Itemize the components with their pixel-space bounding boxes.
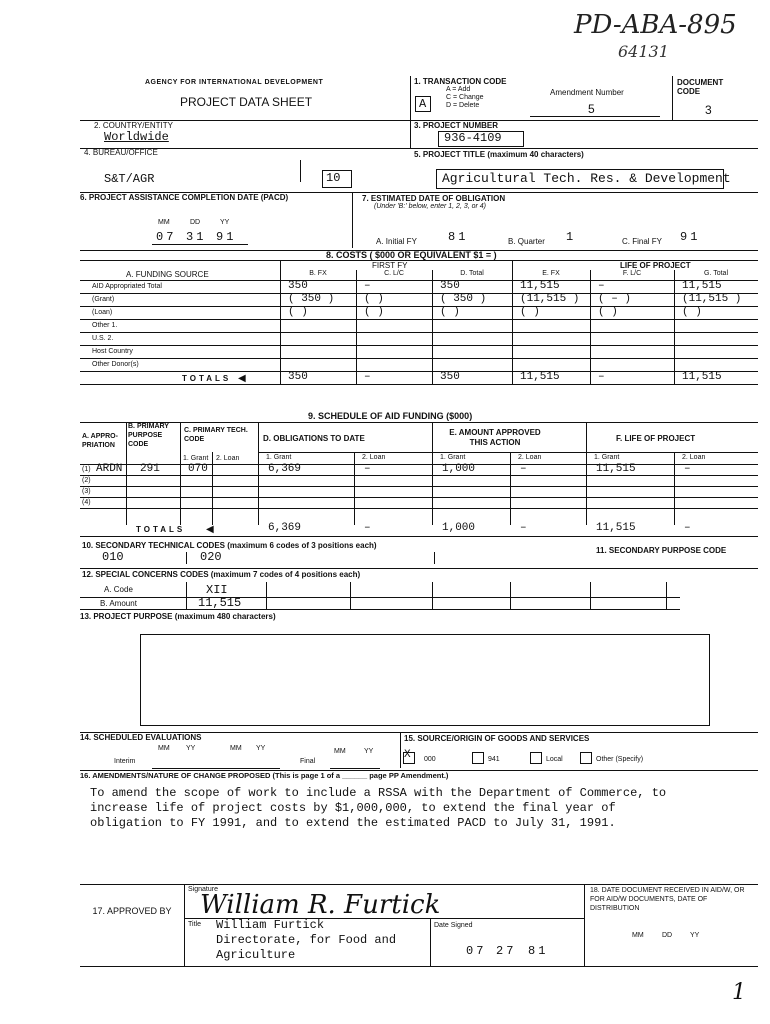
costs-cell: ( )	[682, 306, 702, 318]
costs-col-header-5: G. Total	[704, 270, 728, 277]
costs-col-header-3: E. FX	[542, 270, 560, 277]
schedule-title: 9. SCHEDULE OF AID FUNDING ($000)	[308, 411, 473, 421]
amendment-number-label: Amendment Number	[550, 88, 624, 97]
costs-total-cell: –	[598, 371, 605, 383]
costs-total-cell: –	[364, 371, 371, 383]
schedule-h-tech-grant: 1. Grant	[183, 455, 209, 462]
source-other-checkbox[interactable]	[580, 752, 592, 764]
obligation-label: 7. ESTIMATED DATE OF OBLIGATION	[362, 194, 506, 203]
transaction-code-label: 1. TRANSACTION CODE	[414, 77, 507, 86]
handwritten-doc-sub: 64131	[618, 42, 669, 61]
schedule-cell: 1,000	[442, 463, 476, 475]
final-fy-label: C. Final FY	[622, 237, 663, 246]
costs-col-header-0: B. FX	[309, 270, 327, 277]
form-title: PROJECT DATA SHEET	[180, 95, 313, 109]
special-concerns-label: 12. SPECIAL CONCERNS CODES (maximum 7 codes of 4 positions each)	[82, 570, 361, 579]
costs-totals-label: TOTALS	[182, 374, 232, 383]
project-title-label: 5. PROJECT TITLE (maximum 40 characters)	[414, 150, 584, 159]
pacd-dd: 31	[186, 230, 207, 244]
schedule-h-life: F. LIFE OF PROJECT	[616, 434, 696, 443]
schedule-row-label: (2)	[82, 477, 91, 484]
schedule-tech: 070	[188, 463, 208, 475]
costs-cell: 350	[440, 280, 460, 292]
schedule-totals-label: TOTALS	[136, 525, 186, 534]
received-dd-label: DD	[662, 932, 673, 939]
tc-option-add: A = Add	[446, 86, 471, 93]
arrow-icon: ◀	[206, 524, 214, 535]
costs-cell: (11,515 )	[682, 293, 742, 305]
source-local-label: Local	[546, 756, 563, 763]
source-941-checkbox[interactable]	[472, 752, 484, 764]
source-000-label: 000	[424, 756, 436, 763]
costs-cell: ( 350 )	[288, 293, 335, 305]
final-fy-value: 91	[680, 230, 701, 244]
costs-cell: (11,515 )	[520, 293, 580, 305]
secondary-purpose-label: 11. SECONDARY PURPOSE CODE	[596, 546, 727, 555]
document-code-label: DOCUMENT CODE	[677, 78, 724, 96]
date-signed-mm: 07	[466, 944, 487, 958]
schedule-total-cell: 6,369	[268, 522, 302, 534]
special-amount-value: 11,515	[198, 596, 242, 610]
costs-total-cell: 350	[440, 371, 460, 383]
costs-total-cell: 11,515	[520, 371, 560, 383]
costs-cell: 350	[288, 280, 308, 292]
schedule-sub-header: 1. Grant	[440, 454, 466, 461]
costs-first-fy: FIRST FY	[372, 261, 408, 270]
costs-source-header: A. FUNDING SOURCE	[126, 270, 209, 279]
source-941-label: 941	[488, 756, 500, 763]
eval-interim-mm-label: MM	[158, 745, 170, 752]
costs-cell: 11,515	[682, 280, 722, 292]
approver-name: William Furtick	[216, 918, 325, 932]
signature: William R. Furtick	[200, 890, 441, 920]
schedule-h-amount: E. AMOUNT APPROVED THIS ACTION	[449, 428, 541, 447]
schedule-sub-header: 1. Grant	[266, 454, 292, 461]
costs-cell: ( )	[364, 293, 384, 305]
document-code-value: 3	[705, 103, 712, 117]
costs-cell: ( )	[520, 306, 540, 318]
special-code-label: A. Code	[104, 585, 133, 594]
arrow-icon: ◀	[238, 373, 246, 384]
costs-row-label: Host Country	[92, 348, 133, 355]
pacd-mm: 07	[156, 230, 177, 244]
bureau-code: 10	[326, 171, 341, 185]
costs-row-label: U.S. 2.	[92, 335, 114, 342]
costs-cell: ( )	[364, 306, 384, 318]
schedule-purpose: 291	[140, 463, 160, 475]
schedule-cell: 6,369	[268, 463, 302, 475]
costs-row-label: Other Donor(s)	[92, 361, 139, 368]
source-origin-label: 15. SOURCE/ORIGIN OF GOODS AND SERVICES	[404, 734, 590, 743]
project-purpose-box	[140, 634, 710, 726]
pacd-mm-label: MM	[158, 219, 170, 226]
costs-row-label: Other 1.	[92, 322, 118, 329]
pacd-yy-label: YY	[220, 219, 230, 226]
schedule-sub-header: 2. Loan	[362, 454, 386, 461]
corner-mark: 1	[732, 980, 746, 1005]
amendments-line-3: obligation to FY 1991, and to extend the estimated PACD to July 31, 1991.	[90, 816, 616, 830]
obligation-sub: (Under 'B:' below, enter 1, 2, 3, or 4)	[374, 203, 487, 210]
tc-option-delete: D = Delete	[446, 102, 480, 109]
eval-final-mm-label: MM	[334, 748, 346, 755]
schedule-cell: –	[684, 463, 691, 475]
costs-title: 8. COSTS ( $000 OR EQUIVALENT $1 = )	[326, 250, 497, 260]
secondary-tech-label: 10. SECONDARY TECHNICAL CODES (maximum 6 codes of 3 positions each)	[82, 541, 377, 550]
country-value: Worldwide	[104, 130, 169, 144]
amendments-line-2: increase life of project costs by $1,000,000, to extend the final year of	[90, 801, 616, 815]
pacd-label: 6. PROJECT ASSISTANCE COMPLETION DATE (PACD)	[80, 193, 289, 202]
costs-col-header-1: C. L/C	[384, 270, 404, 277]
eval-final-label: Final	[300, 758, 316, 765]
costs-cell: –	[364, 280, 371, 292]
secondary-tech-2: 020	[200, 550, 222, 564]
handwritten-doc-id: PD-ABA-895	[574, 10, 737, 40]
costs-total-cell: 11,515	[682, 371, 722, 383]
costs-cell: ( )	[598, 306, 618, 318]
costs-row-label: (Grant)	[92, 296, 115, 303]
eval-interim2-mm-label: MM	[230, 745, 242, 752]
eval-interim-yy-label: YY	[186, 745, 196, 752]
schedule-h-approp: A. APPRO-PRIATION	[82, 433, 118, 449]
date-received-label: 18. DATE DOCUMENT RECEIVED IN AID/W, OR FOR AID/W DOCUMENTS, DATE OF DISTRIBUTION	[590, 887, 745, 912]
eval-interim-label: Interim	[114, 758, 136, 765]
date-signed-dd: 27	[496, 944, 517, 958]
costs-cell: ( – )	[598, 293, 632, 305]
costs-cell: –	[598, 280, 605, 292]
schedule-h-tech-loan: 2. Loan	[216, 455, 240, 462]
schedule-cell: 11,515	[596, 463, 636, 475]
costs-total-cell: 350	[288, 371, 308, 383]
schedule-approp: ARDN	[96, 463, 123, 475]
schedule-total-cell: –	[684, 522, 691, 534]
schedule-h-oblig: D. OBLIGATIONS TO DATE	[263, 434, 365, 443]
amendment-number-value: 5	[588, 102, 595, 116]
schedule-sub-header: 2. Loan	[518, 454, 542, 461]
approved-by-label: 17. APPROVED BY	[92, 906, 172, 916]
source-other-label: Other (Specify)	[596, 756, 644, 763]
costs-row-label: AID Appropriated Total	[92, 283, 162, 290]
source-local-checkbox[interactable]	[530, 752, 542, 764]
schedule-h-tech: C. PRIMARY TECH. CODE	[184, 427, 248, 443]
amendments-label: 16. AMENDMENTS/NATURE OF CHANGE PROPOSED (This is page 1 of a ______ page PP Amendment.)	[80, 771, 449, 780]
received-yy-label: YY	[690, 932, 700, 939]
secondary-tech-1: 010	[102, 550, 124, 564]
project-number-value: 936-4109	[444, 131, 502, 145]
special-code-value: XII	[206, 583, 228, 597]
schedule-sub-header: 1. Grant	[594, 454, 620, 461]
schedule-total-cell: –	[364, 522, 371, 534]
schedule-total-cell: –	[520, 522, 527, 534]
title-label: Title	[188, 921, 201, 928]
amendments-line-1: To amend the scope of work to include a RSSA with the Department of Commerce, to	[90, 786, 667, 800]
project-title-value: Agricultural Tech. Res. & Development	[442, 171, 731, 186]
signature-label: Signature	[188, 886, 218, 893]
approver-title-1: Directorate, for Food and	[216, 933, 397, 947]
eval-final-yy-label: YY	[364, 748, 374, 755]
project-purpose-label: 13. PROJECT PURPOSE (maximum 480 characters)	[80, 612, 276, 621]
quarter-label: B. Quarter	[508, 237, 545, 246]
schedule-row-label: (3)	[82, 488, 91, 495]
bureau-label: 4. BUREAU/OFFICE	[84, 148, 158, 157]
schedule-row-label: (4)	[82, 499, 91, 506]
date-signed-yy: 81	[528, 944, 549, 958]
initial-fy-value: 81	[448, 230, 469, 244]
tc-option-change: C = Change	[446, 94, 484, 101]
special-amount-label: B. Amount	[100, 599, 137, 608]
pacd-dd-label: DD	[190, 219, 201, 226]
costs-col-header-4: F. L/C	[622, 270, 642, 277]
schedule-row-label: (1)	[82, 466, 91, 473]
approver-title-2: Agriculture	[216, 948, 296, 962]
pacd-yy: 91	[216, 230, 237, 244]
schedule-total-cell: 1,000	[442, 522, 476, 534]
schedule-cell: –	[364, 463, 371, 475]
evaluations-label: 14. SCHEDULED EVALUATIONS	[80, 733, 202, 742]
quarter-value: 1	[566, 230, 574, 244]
schedule-sub-header: 2. Loan	[682, 454, 706, 461]
costs-col-header-2: D. Total	[460, 270, 484, 277]
costs-cell: ( 350 )	[440, 293, 487, 305]
initial-fy-label: A. Initial FY	[376, 237, 417, 246]
date-signed-label: Date Signed	[434, 922, 473, 929]
costs-cell: ( )	[440, 306, 460, 318]
schedule-cell: –	[520, 463, 527, 475]
bureau-value: S&T/AGR	[104, 172, 155, 186]
costs-row-label: (Loan)	[92, 309, 113, 316]
costs-cell: 11,515	[520, 280, 560, 292]
project-number-label: 3. PROJECT NUMBER	[414, 121, 499, 130]
schedule-h-purpose: B. PRIMARY PURPOSE CODE	[128, 423, 169, 448]
costs-cell: ( )	[288, 306, 308, 318]
received-mm-label: MM	[632, 932, 644, 939]
country-label: 2. COUNTRY/ENTITY	[94, 121, 173, 130]
eval-interim2-yy-label: YY	[256, 745, 266, 752]
costs-life: LIFE OF PROJECT	[620, 261, 691, 270]
transaction-code-value: A	[419, 97, 427, 111]
schedule-total-cell: 11,515	[596, 522, 636, 534]
agency-name: AGENCY FOR INTERNATIONAL DEVELOPMENT	[145, 79, 324, 86]
